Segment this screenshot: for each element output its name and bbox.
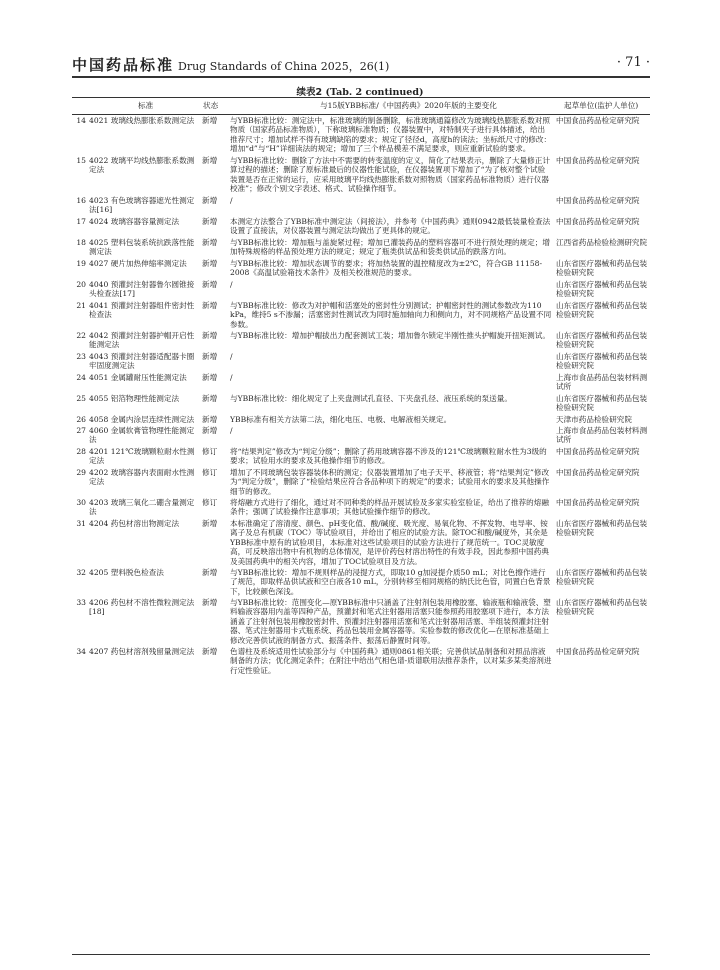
status: 新增 [202,259,218,268]
drafting-unit: 山东省医疗器械和药品包装检验研究院 [556,519,648,538]
row-number: 28 [76,447,86,456]
standard-name: 4203 玻璃三氧化二硼含量测定法 [89,498,195,517]
status: 新增 [202,598,218,607]
main-change: 将“结果判定”修改为“判定分级”；删除了药用玻璃容器不涉及的121℃玻璃颗粒耐水性为3级的要求；试验用水的要求及其他操作细节的修改。 [230,447,547,466]
journal-title-cn: 中国药品标准 [72,56,175,74]
standard-name: 4205 塑料脱色检查法 [89,568,164,577]
main-change: 与YBB标准比较：修改为对护帽和活塞处的密封性分别测试；护帽密封性的测试参数改为110 kPa，维持5 s不渗漏；活塞密封性测试改为同时施加轴向力和侧向力，对不同规格产品设置不同参数。 [230,301,552,329]
table-row [72,415,650,424]
standard-name: 4207 药包材溶剂残留量测定法 [89,647,195,656]
main-change: 与YBB标准比较：增加护帽拔出力配套测试工装；增加鲁尔锁定半刚性推头护帽旋开扭矩测试。 [230,331,550,340]
row-number: 31 [76,519,86,528]
drafting-unit: 中国食品药品检定研究院 [556,116,640,125]
standard-name: 4201 121℃玻璃颗粒耐水性测定法 [89,447,195,466]
row-number: 27 [76,426,86,435]
drafting-unit: 中国食品药品检定研究院 [556,498,640,507]
standard-name: 4202 玻璃容器内表面耐水性测定法 [89,468,195,487]
table-row [72,259,650,278]
standard-name: 4051 金属罐耐压性能测定法 [89,373,187,382]
col-header-org: 起草单位(监护人单位) [564,101,639,110]
standard-name: 4025 塑料包装系统抗跌落性能测定法 [89,238,195,257]
col-header-status: 状态 [203,101,219,110]
row-number: 23 [76,352,86,361]
status: 新增 [202,394,218,403]
table-row [72,352,650,371]
main-change: / [230,280,233,289]
main-change: 与YBB标准比较：测定法中，标准玻璃的制备删除，标准玻璃通篇修改为玻璃线热膨胀系数对照物质（国家药品标准物质），下称玻璃标准物质；仪器装置中，对特制夹子进行具体描述，给出推荐尺寸；增加试样不得有玻璃缺陷的要求；规定了径径d，高度h的读法；坐标纸尺寸的修改：增加“d”与“H”详细读法的规定；增加了三个样品模差不满足要求，则应重新试验的要求。 [230,116,552,154]
row-number: 26 [76,415,86,424]
status: 新增 [202,352,218,361]
standard-name: 4042 预灌封注射器护帽开启性能测定法 [89,331,195,350]
table-caption-en: (Tab. 2 continued) [325,87,424,98]
table-row [72,196,650,215]
standard-name: 4024 玻璃容器容量测定法 [89,217,180,226]
status: 新增 [202,217,218,226]
status: 新增 [202,116,218,125]
drafting-unit: 中国食品药品检定研究院 [556,468,640,477]
status: 新增 [202,426,218,435]
standard-name: 4040 预灌封注射器鲁尔圆锥接头检查法[17] [89,280,195,299]
table-header [72,98,650,115]
drafting-unit: 山东省医疗器械和药品包装检验研究院 [556,259,648,278]
table-row [72,394,650,413]
table-row [72,301,650,329]
main-change: 与YBB标准比较：范围变化—原YBB标准中只涵盖了注射剂包装用橡胶塞、输液瓶和输液袋、塑料输液容器用内盖等四种产品，预灌封和笔式注射器用活塞只能参照药用胶塞项下进行，本方法涵盖了注射剂包装用橡胶密封件、预灌封注射器用活塞和笔式注射器用活塞、半组装预灌封注射器、笔式注射器用卡式瓶系统、药品包装用金属容器等。实验参数的修改优化—在原标准基础上修改完善供试液的制备方式、振荡条件、振荡后静置时间等。 [230,598,551,645]
standard-name: 4022 玻璃平均线热膨胀系数测定法 [89,156,195,175]
row-number: 30 [76,498,86,507]
main-change: 色谱柱及系统适用性试验部分与《中国药典》通则0861相关联；完善供试品制备和对照品溶液制备的方法；优化测定条件；在附注中给出气相色谱-质谱联用法推荐条件，以对某多某类溶剂进行定性验证。 [230,647,552,675]
status: 修订 [202,468,218,477]
status: 新增 [202,196,218,205]
standard-name: 4021 玻璃线热膨胀系数测定法 [89,116,195,125]
header-rule [72,76,650,78]
standards-table [72,97,650,955]
row-number: 22 [76,331,86,340]
drafting-unit: 山东省医疗器械和药品包装检验研究院 [556,301,648,320]
main-change: / [230,373,233,382]
drafting-unit: 中国食品药品检定研究院 [556,647,640,656]
table-row [72,519,650,566]
col-header-change: 与15版YBB标准/《中国药典》2020年版的主要变化 [320,101,497,110]
table-row [72,373,650,392]
drafting-unit: 山东省医疗器械和药品包装检验研究院 [556,352,648,371]
table-row [72,468,650,496]
row-number: 32 [76,568,86,577]
drafting-unit: 山东省医疗器械和药品包装检验研究院 [556,598,648,617]
standard-name: 4041 预灌封注射器组件密封性检查法 [89,301,195,320]
drafting-unit: 中国食品药品检定研究院 [556,156,640,165]
standard-name: 4043 预灌封注射器适配器卡圈牢固度测定法 [89,352,195,371]
standard-name: 4058 金属内涂层连续性测定法 [89,415,195,424]
standard-name: 4206 药包材不溶性微粒测定法[18] [89,598,195,617]
table-row [72,498,650,517]
row-number: 25 [76,394,86,403]
row-number: 18 [76,238,86,247]
row-number: 29 [76,468,86,477]
main-change: 本标准确定了溶清度、颜色、pH变化值、酸/碱度、吸光度、易氧化物、不挥发物、电导率、铵离子及总有机碳（TOC）等试验项目，并给出了相应的试验方法。除TOC和酸/碱度外，其余是YBB标准中原有的试验项目，本标准对这些试验项目的试验方法进行了规范统一。TOC灵敏度高，可反映溶出物中有机物的总体情况，是评价药包材溶出特性的有效手段，因此参照中国药典及美国药典中的相关内容，增加了TOC试验项目及方法。 [230,519,549,566]
standard-name: 4023 有色玻璃容器遮光性测定法[16] [89,196,195,215]
table-row [72,647,650,675]
status: 新增 [202,647,218,656]
row-number: 24 [76,373,86,382]
table-caption-cn: 续表2 [296,87,323,98]
standard-name: 4055 铝箔物理性能测定法 [89,394,180,403]
table-row [72,568,650,596]
drafting-unit: 中国食品药品检定研究院 [556,447,640,456]
drafting-unit: 上海市食品药品包装材料测试所 [556,373,648,392]
status: 修订 [202,498,218,507]
row-number: 17 [76,217,86,226]
drafting-unit: 山东省医疗器械和药品包装检验研究院 [556,568,648,587]
standard-name: 4060 金属软膏管物理性能测定法 [89,426,195,445]
table-row [72,598,650,645]
row-number: 16 [76,196,86,205]
row-number: 15 [76,156,86,165]
status: 新增 [202,519,218,528]
standard-name: 4027 硬片加热伸缩率测定法 [89,259,187,268]
row-number: 19 [76,259,86,268]
table-row [72,280,650,299]
main-change: YBB标准有相关方法第二法，细化电压、电极、电解液相关规定。 [230,415,452,424]
status: 新增 [202,238,218,247]
main-change: 将熔融方式进行了细化，通过对不同种类的样品开展试验及多家实验室验证，给出了推荐的熔融条件；强调了试验操作注意事项；其他试验操作细节的修改。 [230,498,549,517]
drafting-unit: 天津市药品检验研究院 [556,415,632,424]
status: 新增 [202,156,218,165]
drafting-unit: 中国食品药品检定研究院 [556,217,640,226]
table-row [72,116,650,154]
journal-title [72,54,389,75]
running-header [72,54,650,76]
table-row [72,426,650,445]
col-header-standard: 标准 [138,101,154,110]
main-change: 与YBB标准比较：增加瓶与盖旋紧过程；增加已灌装药品的塑料容器可不进行预处理的规定；增加特殊规格的样品预处理方法的规定；规定了瓶类供试品和袋类供试品的跌落方向。 [230,238,550,257]
drafting-unit: 上海市食品药品包装材料测试所 [556,426,648,445]
row-number: 34 [76,647,86,656]
standard-name: 4204 药包材溶出物测定法 [89,519,180,528]
main-change: / [230,196,233,205]
table-row [72,156,650,194]
main-change: 与YBB标准比较：删除了方法中不需要的转变温度的定义，简化了结果表示，删除了大量修正计算过程的描述；删除了原标准最后的仪器性能试验，在仪器装置项下增加了“为了核对整个试验装置是否在正常的运行，应采用玻璃平均线热膨胀系数对照物质（国家药品标准物质）进行仪器校准”；修改个别文字表述、格式、试验操作细节。 [230,156,550,194]
row-number: 14 [76,116,86,125]
main-change: 与YBB标准比较：增加不规则样品的浸提方式，即取10 g加浸提介质50 mL；对比色擦作进行了规范，即取样品供试液和空白液各10 mL，分别转移至相同规格的纳氏比色管，同置白色背景下，比较颜色深浅。 [230,568,551,596]
journal-title-en: Drug Standards of China 2025，26(1) [178,60,390,73]
row-number: 20 [76,280,86,289]
drafting-unit: 中国食品药品检定研究院 [556,196,640,205]
drafting-unit: 山东省医疗器械和药品包装检验研究院 [556,280,648,299]
status: 新增 [202,568,218,577]
drafting-unit: 山东省医疗器械和药品包装检验研究院 [556,331,648,350]
page-number: · 71 · [616,55,650,70]
main-change: / [230,352,233,361]
main-change: 增加了不同玻璃包装容器装体积的测定；仪器装置增加了电子天平、移液管；将“结果判定”修改为“判定分级”，删除了“检验结果应符合各品种项下的规定”的要求；试验用水的要求及其他操作细节的修改。 [230,468,550,496]
row-number: 33 [76,598,86,607]
table-row [72,331,650,350]
status: 修订 [202,447,218,456]
table-caption [0,84,720,98]
table-row [72,238,650,257]
status: 新增 [202,331,218,340]
table-row [72,447,650,466]
drafting-unit: 山东省医疗器械和药品包装检验研究院 [556,394,648,413]
status: 新增 [202,301,218,310]
status: 新增 [202,373,218,382]
main-change: 本测定方法整合了YBB标准中测定法（间接法），并参考《中国药典》通则0942最低装量检查法设置了直接法，对仪器装置与测定法均做出了更具体的规定。 [230,217,551,236]
main-change: / [230,426,233,435]
status: 新增 [202,280,218,289]
table-row [72,217,650,236]
main-change: 与YBB标准比较：增加状态调节的要求；将加热装置的温控精度改为±2℃，符合GB 11158-2008《高温试验箱技术条件》及相关校准规范的要求。 [230,259,543,278]
status: 新增 [202,415,218,424]
row-number: 21 [76,301,86,310]
main-change: 与YBB标准比较：细化规定了上夹盘测试孔直径、下夹盘孔径、液压系统的泵送量。 [230,394,512,403]
drafting-unit: 江西省药品检验检测研究院 [556,238,648,247]
